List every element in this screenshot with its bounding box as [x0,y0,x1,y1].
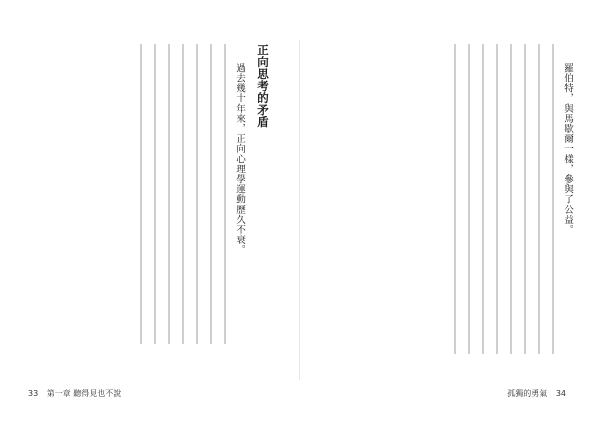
left-running-title: 第一章 聽得見也不說 [46,389,122,398]
illegible-text-line [182,44,184,344]
illegible-text-line [468,44,470,354]
section-heading: 正向思考的矛盾 [256,44,270,128]
illegible-text-line [196,44,198,344]
left-paragraph-1: 過去幾十年來，正向心理學運動歷久不衰。 [234,63,245,256]
illegible-text-line [496,44,498,354]
illegible-text-line [552,44,554,354]
left-text-block [25,44,280,374]
illegible-text-line [168,44,170,344]
illegible-text-line [140,44,142,344]
left-page-number: 33 [28,389,39,398]
illegible-text-line [454,44,456,354]
right-text-block [324,44,574,374]
illegible-text-line [482,44,484,354]
right-running-title: 孤獨的勇氣 [507,389,548,398]
illegible-text-line [538,44,540,354]
right-page-number: 34 [555,389,566,398]
right-paragraph-1: 羅伯特，與馬歇爾一樣，參與了公益。 [562,63,573,235]
right-page [300,0,600,426]
illegible-text-line [224,44,226,344]
right-footer [507,388,572,399]
left-footer [28,388,127,399]
illegible-text-line [524,44,526,354]
illegible-text-line [154,44,156,344]
illegible-text-line [510,44,512,354]
illegible-text-line [210,44,212,344]
